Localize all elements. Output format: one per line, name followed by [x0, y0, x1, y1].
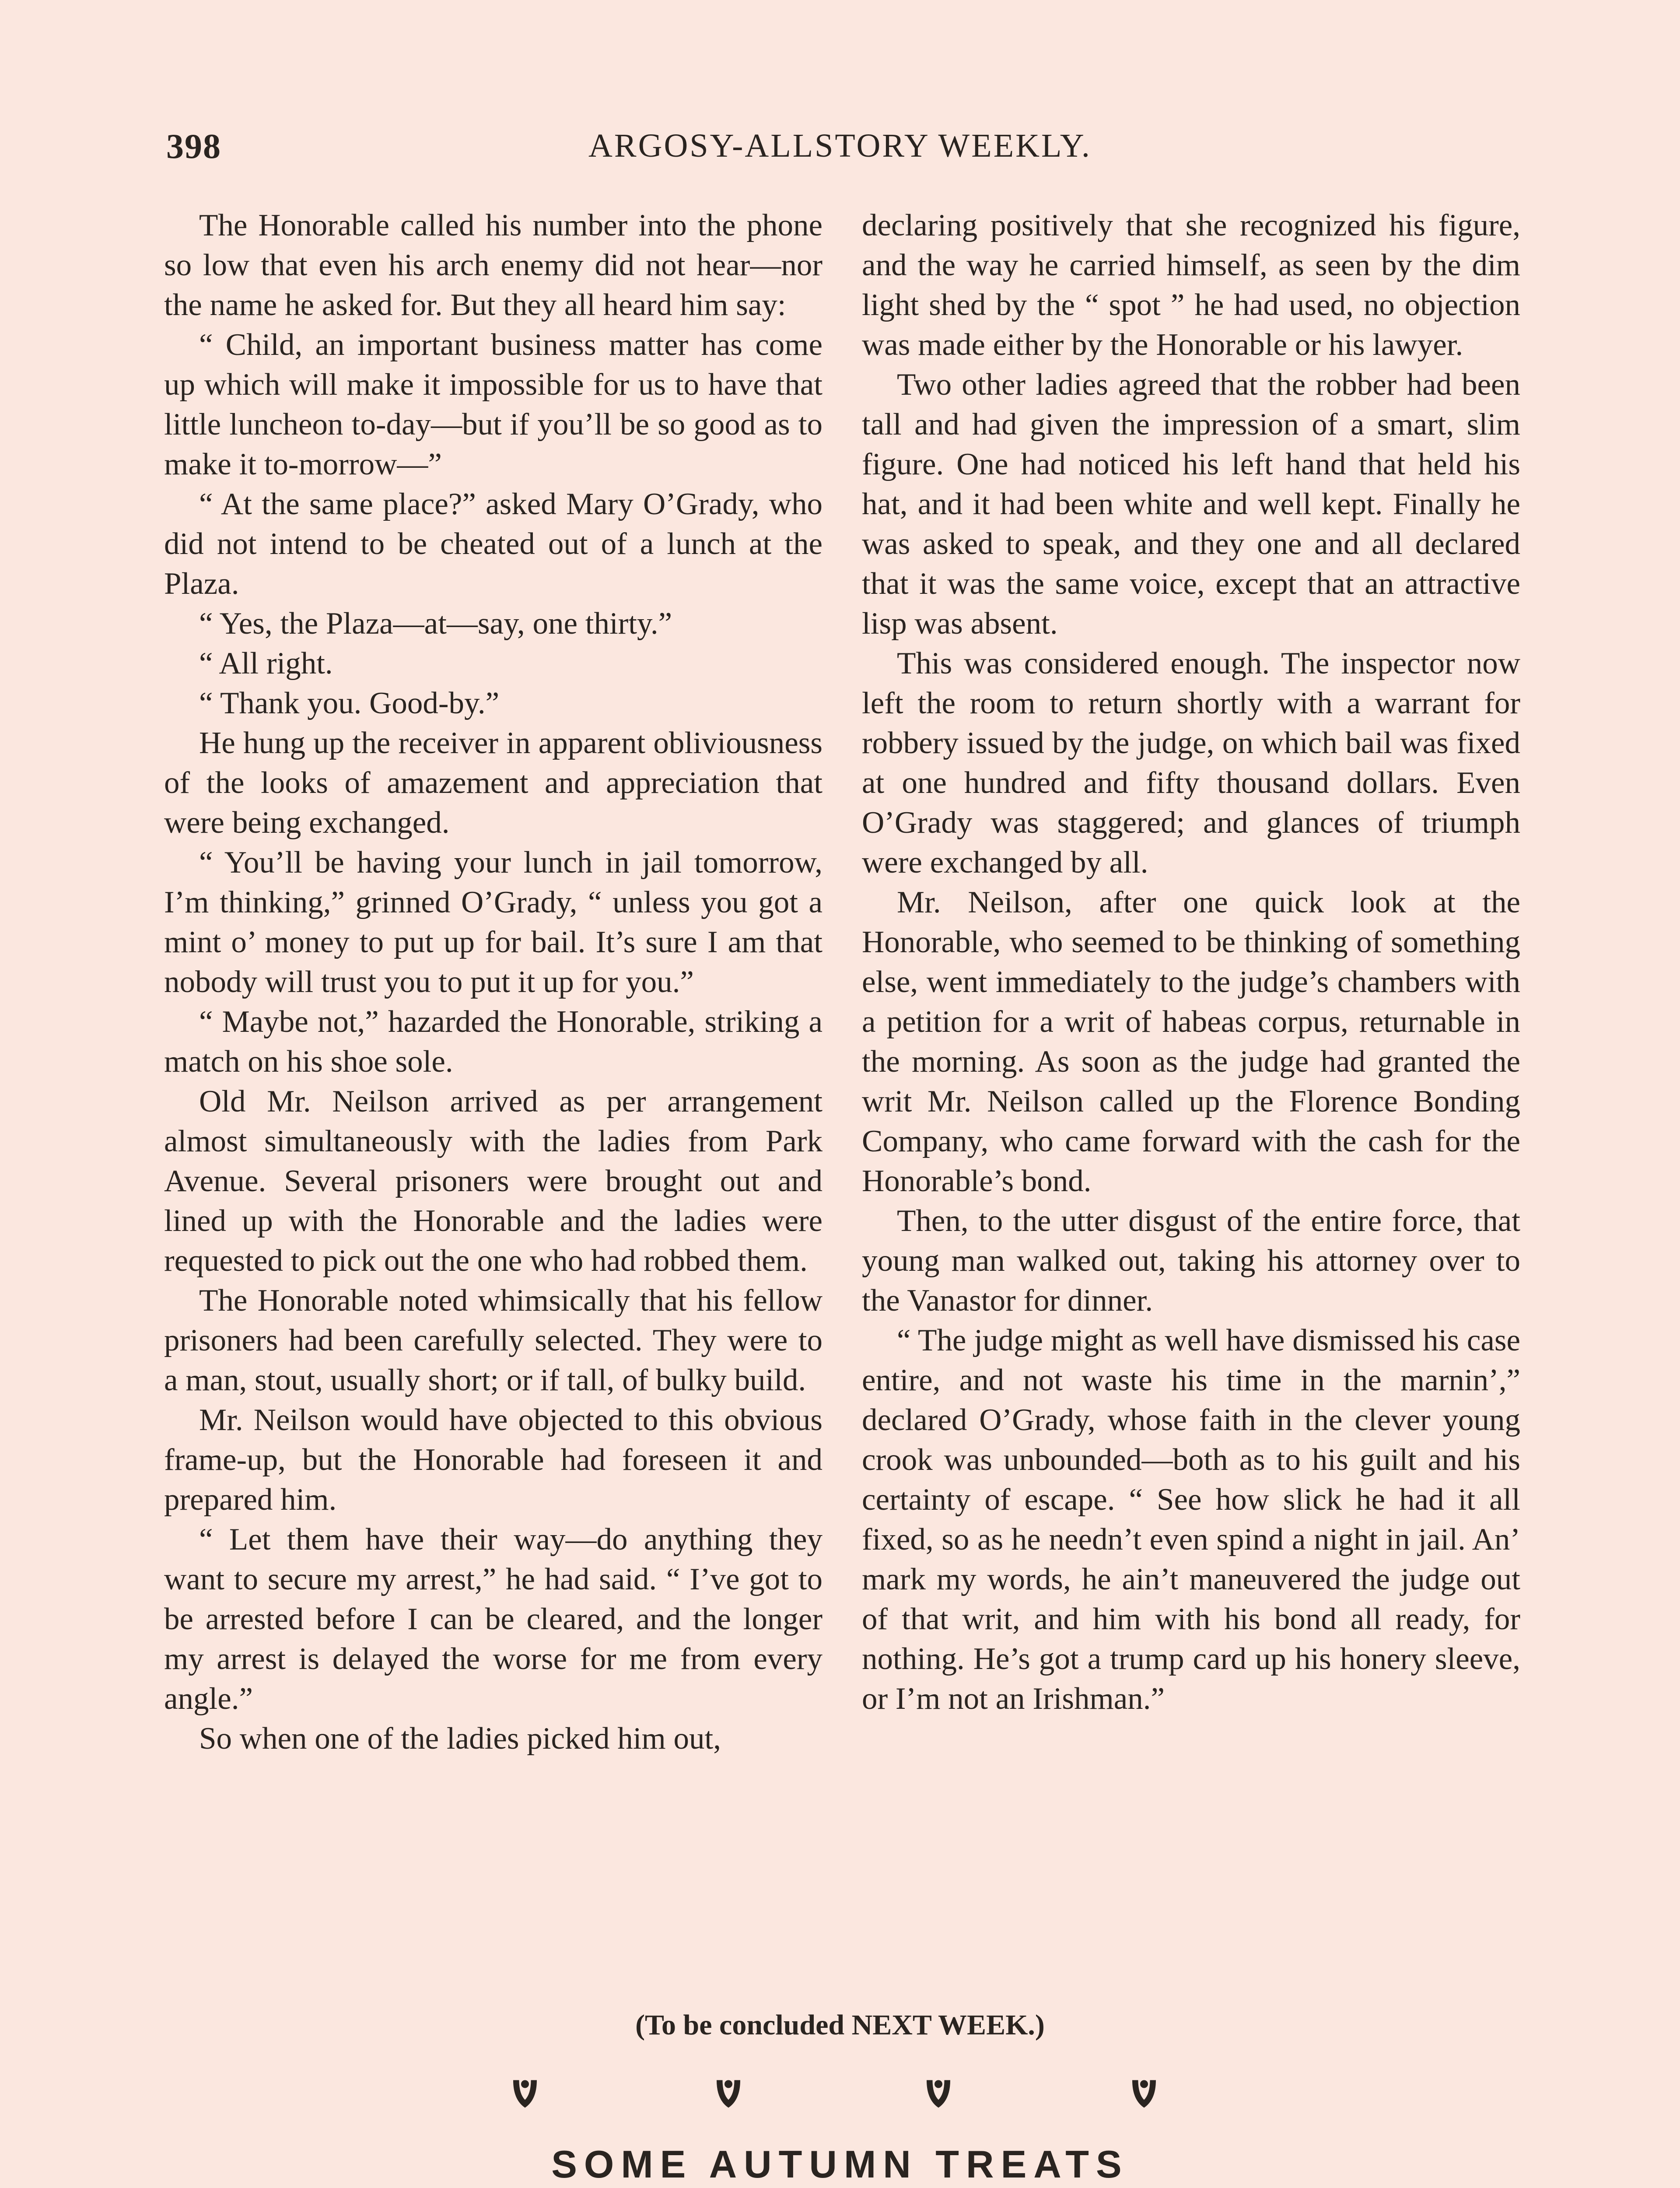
- right-column: [862, 206, 1520, 1719]
- paragraph: Old Mr. Neilson arrived as per arrangement almost simultaneously with the ladies from Park Avenue. Several prisoners were brought out and lined up with the Honorable and the ladies were requested to pick out the one who had robbed them.: [164, 1084, 822, 1278]
- paragraph: “ Yes, the Plaza—at—say, one thirty.”: [199, 607, 672, 641]
- paragraph: “ Maybe not,” hazarded the Honorable, striking a match on his shoe sole.: [164, 1005, 822, 1079]
- paragraph: Then, to the utter disgust of the entire force, that young man walked out, taking his attorney over to the Vanastor for dinner.: [862, 1204, 1520, 1318]
- paragraph: Mr. Neilson, after one quick look at the Honorable, who seemed to be thinking of something else, went immediately to the judge’s chambers with a petition for a writ of habeas corpus, returnable in the morning. As soon as the judge had granted the writ Mr. Neilson called up the Florence Bonding Company, who came forward with the cash for the Honorable’s bond.: [862, 885, 1520, 1198]
- paragraph: Two other ladies agreed that the robber had been tall and had given the impression of a smart, slim figure. One had noticed his left hand that held his hat, and it had been white and well kept. Finally he was asked to speak, and they one and all declared that it was the same voice, except that an attractive lisp was absent.: [862, 368, 1520, 641]
- paragraph: “ At the same place?” asked Mary O’Grady, who did not intend to be cheated out of a lunch at the Plaza.: [164, 487, 822, 601]
- fleuron-icon: [709, 2074, 748, 2114]
- page-header: [166, 127, 1514, 171]
- paragraph: The Honorable called his number into the phone so low that even his arch enemy did not hear—nor the name he asked for. But they all heard him say:: [164, 208, 822, 322]
- article-columns: [164, 206, 1520, 2017]
- promo-title: SOME AUTUMN TREATS: [551, 2142, 1129, 2186]
- paragraph: “ You’ll be having your lunch in jail tomorrow, I’m thinking,” grinned O’Grady, “ unless you got a mint o’ money to put up for bail. It’s sure I am that nobody will trust you to put it up for you.”: [164, 845, 822, 999]
- paragraph: “ Let them have their way—do anything they want to secure my arrest,” he had said. “ I’ve got to be arrested before I can be cleared, and the longer my arrest is delayed the worse for me from every angle.”: [164, 1522, 822, 1716]
- ornament-row: [0, 2074, 1680, 2122]
- paragraph: The Honorable noted whimsically that his fellow prisoners had been carefully selected. They were to a man, stout, usually short; or if tall, of bulky build.: [164, 1283, 822, 1397]
- page-number: 398: [166, 127, 221, 166]
- paragraph: “ Thank you. Good-by.”: [199, 686, 500, 720]
- left-column: [164, 206, 822, 1759]
- fleuron-icon: [505, 2074, 545, 2114]
- to-be-concluded-note: (To be concluded NEXT WEEK.): [635, 2009, 1045, 2041]
- paragraph: Mr. Neilson would have objected to this obvious frame-up, but the Honorable had foreseen it and prepared him.: [164, 1403, 822, 1517]
- paragraph: This was considered enough. The inspector now left the room to return shortly with a warrant for robbery issued by the judge, on which bail was fixed at one hundred and fifty thousand dollars. Even O’Grady was staggered; and glances of triumph were exchanged by all.: [862, 646, 1520, 880]
- paragraph: “ Child, an important business matter has come up which will make it impossible for us to have that little luncheon to-day—but if you’ll be so good as to make it to-morrow—”: [164, 328, 822, 481]
- paragraph: declaring positively that she recognized his figure, and the way he carried himself, as seen by the dim light shed by the “ spot ” he had used, no objection was made either by the Honorable or his lawyer.: [862, 208, 1520, 362]
- paragraph: So when one of the ladies picked him out,: [199, 1722, 721, 1756]
- paragraph: “ The judge might as well have dismissed his case entire, and not waste his time in the marnin’,” declared O’Grady, whose faith in the clever young crook was unbounded—both as to his guilt and his certainty of escape. “ See how slick he had it all fixed, so as he needn’t even spind a night in jail. An’ mark my words, he ain’t maneuvered the judge out of that writ, and him with his bond all ready, for nothing. He’s got a trump card up his honery sleeve, or I’m not an Irishman.”: [862, 1323, 1520, 1716]
- running-head: ARGOSY-ALLSTORY WEEKLY.: [588, 127, 1092, 164]
- fleuron-icon: [1124, 2074, 1164, 2114]
- fleuron-icon: [919, 2074, 958, 2114]
- paragraph: He hung up the receiver in apparent obliviousness of the looks of amazement and appreciation that were being exchanged.: [164, 726, 822, 840]
- paragraph: “ All right.: [199, 646, 333, 680]
